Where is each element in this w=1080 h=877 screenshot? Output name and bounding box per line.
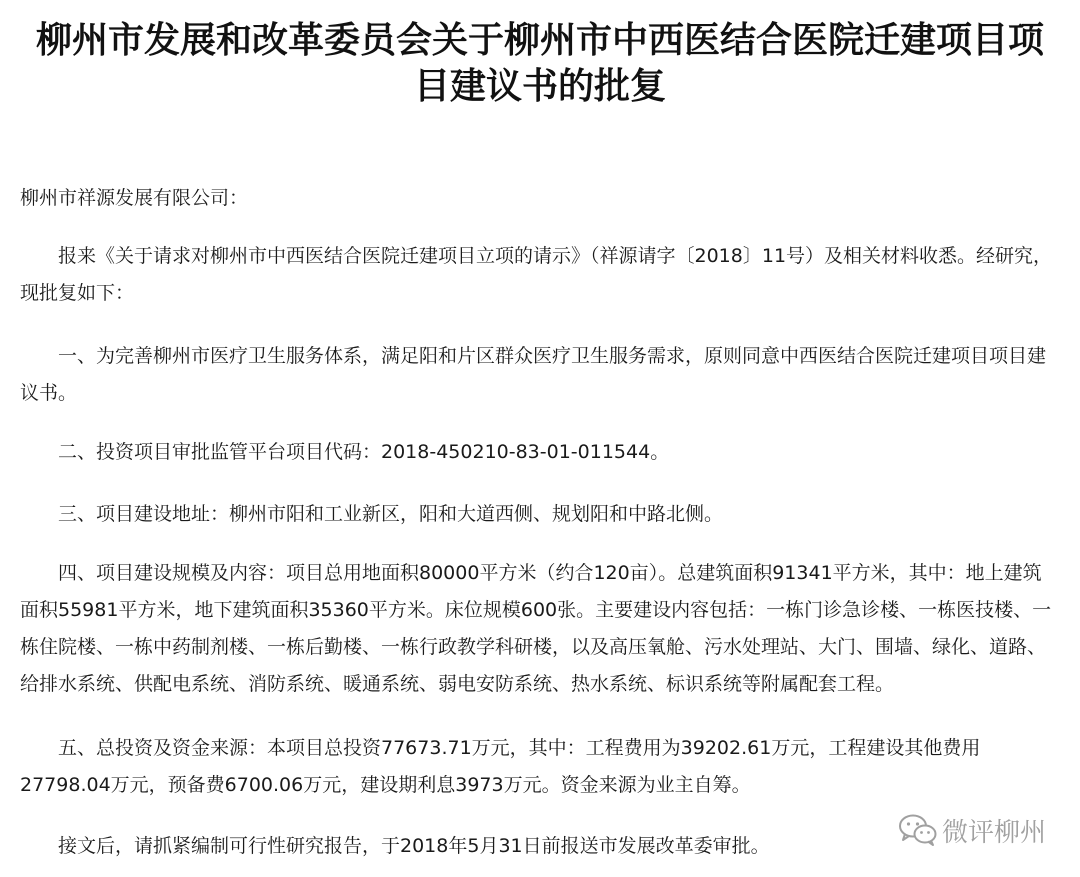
paragraph-item-4: 四、项目建设规模及内容：项目总用地面积80000平方米（约合120亩）。总建筑面积91341平方米，其中：地上建筑面积55981平方米，地下建筑面积35360平方米。床位规模600张。主要建设内容包括：一栋门诊急诊楼、一栋医技楼、一栋住院楼、一栋中药制剂楼、一栋后勤楼、一栋行政教学科研楼，以及高压氧舱、污水处理站、大门、围墙、绿化、道路、给排水系统、供配电系统、消防系统、暖通系统、弱电安防系统、热水系统、标识系统等附属配套工程。 [20,562,1052,695]
addressee: 柳州市祥源发展有限公司： [20,187,249,209]
wechat-icon [898,813,938,847]
paragraph-item-5: 五、总投资及资金来源：本项目总投资77673.71万元，其中：工程费用为39202.61万元，工程建设其他费用27798.04万元，预备费6700.06万元，建设期利息3973万元。资金来源为业主自筹。 [20,737,981,796]
paragraph-item-3: 三、项目建设地址：柳州市阳和工业新区，阳和大道西侧、规划阳和中路北侧。 [58,503,724,525]
paragraph-item-1: 一、为完善柳州市医疗卫生服务体系，满足阳和片区群众医疗卫生服务需求，原则同意中西医结合医院迁建项目项目建议书。 [20,345,1047,404]
paragraph-item-2: 二、投资项目审批监管平台项目代码：2018-450210-83-01-011544。 [58,441,670,463]
watermark [898,808,1046,852]
page-title: 柳州市发展和改革委员会关于柳州市中西医结合医院迁建项目项目建议书的批复 [35,20,1044,107]
paragraph-intro: 报来《关于请求对柳州市中西医结合医院迁建项目立项的请示》（祥源请字〔2018〕11号）及相关材料收悉。经研究，现批复如下： [20,245,1053,304]
watermark-text: 微评柳州 [942,817,1047,848]
paragraph-closing: 接文后，请抓紧编制可行性研究报告，于2018年5月31日前报送市发展改革委审批。 [58,835,770,857]
